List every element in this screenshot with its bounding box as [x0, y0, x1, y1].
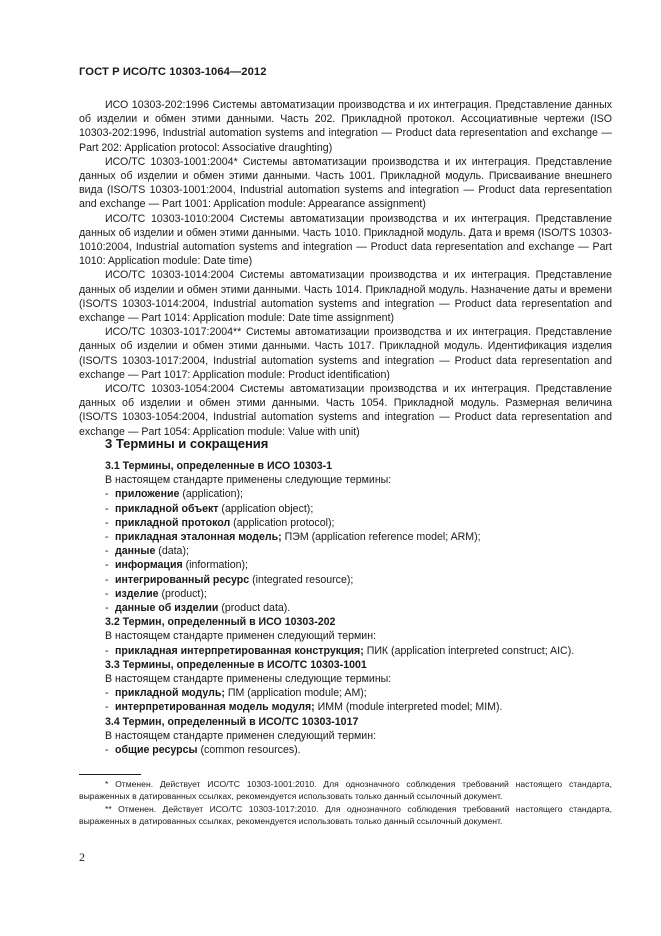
list-item: - прикладной модуль; ПМ (application module; AM);: [105, 687, 367, 700]
subsection-intro: В настоящем стандарте применены следующие термины:: [105, 474, 392, 487]
term-name: прикладной протокол: [115, 516, 231, 529]
term-name: общие ресурсы: [115, 744, 198, 757]
term-name: данные об изделии: [115, 602, 219, 615]
term-name: прикладная эталонная модель;: [115, 531, 282, 544]
list-item: - приложение (application);: [105, 488, 243, 501]
document-header: ГОСТ Р ИСО/ТС 10303-1064—2012: [79, 66, 267, 78]
reference-item: ИСО 10303-202:1996 Системы автоматизации производства и их интеграция. Представление данных об изделии и обмен этими данными. Часть 202. Прикладной протокол. Ассоциативные чертежи (ISO 10303-202:1996, Industrial automation systems and integration — Product data representation and exchange — Part 202: Application protocol: Associative draughting): [79, 99, 612, 154]
list-item: - прикладной протокол (application protocol);: [105, 516, 335, 529]
normative-references: [79, 98, 612, 439]
term-rest: (information);: [182, 559, 248, 572]
term-rest: (common resources).: [197, 744, 301, 757]
subsection-title: 3.1 Термины, определенные в ИСО 10303-1: [105, 460, 333, 472]
term-rest: (application object);: [218, 502, 314, 515]
reference-item: ИСО/ТС 10303-1014:2004 Системы автоматизации производства и их интеграция. Представление данных об изделии и обмен этими данными. Часть 1014. Прикладной модуль. Назначение даты и времени (ISO/TS 10303-1014:2004, Industrial automation systems and integration — Product data representation and exchange — Part 1014: Application module: Date time assignment): [79, 269, 612, 325]
term-name: прикладной объект: [115, 502, 219, 515]
term-rest: ИММ (module interpreted model; MIM).: [314, 701, 503, 714]
term-rest: (application);: [179, 488, 243, 501]
term-name: прикладная интерпретированная конструкция;: [115, 644, 364, 657]
footnote: * Отменен. Действует ИСО/ТС 10303-1001:2010. Для однозначного соблюдения требований настоящего стандарта, выраженных в датированных ссылках, рекомендуется использовать только данный ссылочный документ.: [79, 779, 612, 802]
subsection-intro: В настоящем стандарте применены следующие термины:: [105, 673, 392, 686]
list-item: - данные (data);: [105, 545, 189, 558]
term-name: интегрированный ресурс: [115, 573, 250, 586]
reference-item: ИСО/ТС 10303-1054:2004 Системы автоматизации производства и их интеграция. Представление данных об изделии и обмен этими данными. Часть 1054. Прикладной модуль. Размерная величина (ISO/TS 10303-1054:2004, Industrial automation systems and integration — Product data representation and exchange — Part 1054: Application module: Value with unit): [79, 383, 612, 438]
term-name: информация: [115, 559, 183, 572]
list-item: - информация (information);: [105, 559, 248, 572]
section-title: 3 Термины и сокращения: [105, 436, 269, 451]
subsection-title: 3.4 Термин, определенный в ИСО/ТС 10303-1017: [105, 715, 359, 728]
term-list: [79, 743, 612, 757]
term-name: интерпретированная модель модуля;: [115, 701, 315, 714]
list-item: - данные об изделии (product data).: [105, 602, 291, 615]
subsection-intro: В настоящем стандарте применен следующий термин:: [105, 729, 377, 742]
term-name: приложение: [115, 488, 180, 501]
term-name: данные: [115, 545, 156, 558]
term-rest: ПЭМ (application reference model; ARM);: [281, 531, 481, 544]
reference-item: ИСО/ТС 10303-1010:2004 Системы автоматизации производства и их интеграция. Представление данных об изделии и обмен этими данными. Часть 1010. Прикладной модуль. Дата и время (ISO/TS 10303-1010:2004, Industrial automation systems and integration — Product data representation and exchange — Part 1010: Application module: Date time): [79, 212, 612, 268]
subsection-title: 3.3 Термины, определенные в ИСО/ТС 10303-1001: [105, 658, 367, 671]
term-list: [79, 686, 612, 714]
list-item: - прикладной объект (application object);: [105, 502, 314, 515]
term-rest: (product data).: [218, 602, 291, 615]
term-rest: (data);: [155, 545, 189, 558]
list-item: - общие ресурсы (common resources).: [105, 744, 301, 757]
list-item: - прикладная эталонная модель; ПЭМ (application reference model; ARM);: [105, 531, 481, 544]
footnote-divider: [79, 774, 141, 775]
page-number: 2: [79, 850, 85, 864]
reference-item: ИСО/ТС 10303-1001:2004* Системы автоматизации производства и их интеграция. Представление данных об изделии и обмен этими данными. Часть 1001. Прикладной модуль. Присваивание внешнего вида (ISO/TS 10303-1001:2004, Industrial automation systems and integration — Product data representation and exchange — Part 1001: Application module: Appearance assignment): [79, 155, 612, 211]
term-name: изделие: [115, 587, 159, 600]
term-name: прикладной модуль;: [115, 687, 225, 700]
list-item: - интегрированный ресурс (integrated resource);: [105, 573, 354, 586]
reference-item: ИСО/ТС 10303-1017:2004** Системы автоматизации производства и их интеграция. Представление данных об изделии и обмен этими данными. Часть 1017. Прикладной модуль. Идентификация изделия (ISO/TS 10303-1017:2004, Industrial automation systems and integration — Product data representation and exchange — Part 1017: Application module: Product identification): [79, 326, 612, 381]
list-item: - изделие (product);: [105, 587, 207, 600]
subsection-title: 3.2 Термин, определенный в ИСО 10303-202: [105, 616, 336, 629]
term-rest: ПМ (application module; AM);: [224, 687, 367, 700]
term-rest: (application protocol);: [230, 516, 335, 529]
term-rest: (product);: [158, 587, 207, 600]
list-item: - прикладная интерпретированная конструкция; ПИК (application interpreted construct; AIC).: [105, 644, 575, 657]
subsection-intro: В настоящем стандарте применен следующий термин:: [105, 630, 377, 643]
terms-section: [79, 459, 612, 757]
footnotes: [79, 778, 612, 828]
footnote: ** Отменен. Действует ИСО/ТС 10303-1017:2010. Для однозначного соблюдения требований настоящего стандарта, выраженных в датированных ссылках, рекомендуется использовать только данный ссылочный документ.: [79, 803, 612, 827]
term-rest: (integrated resource);: [249, 573, 354, 586]
term-list: [79, 487, 612, 615]
list-item: - интерпретированная модель модуля; ИММ (module interpreted model; MIM).: [105, 701, 503, 714]
term-list: [79, 644, 612, 658]
term-rest: ПИК (application interpreted construct; AIC).: [363, 644, 575, 657]
